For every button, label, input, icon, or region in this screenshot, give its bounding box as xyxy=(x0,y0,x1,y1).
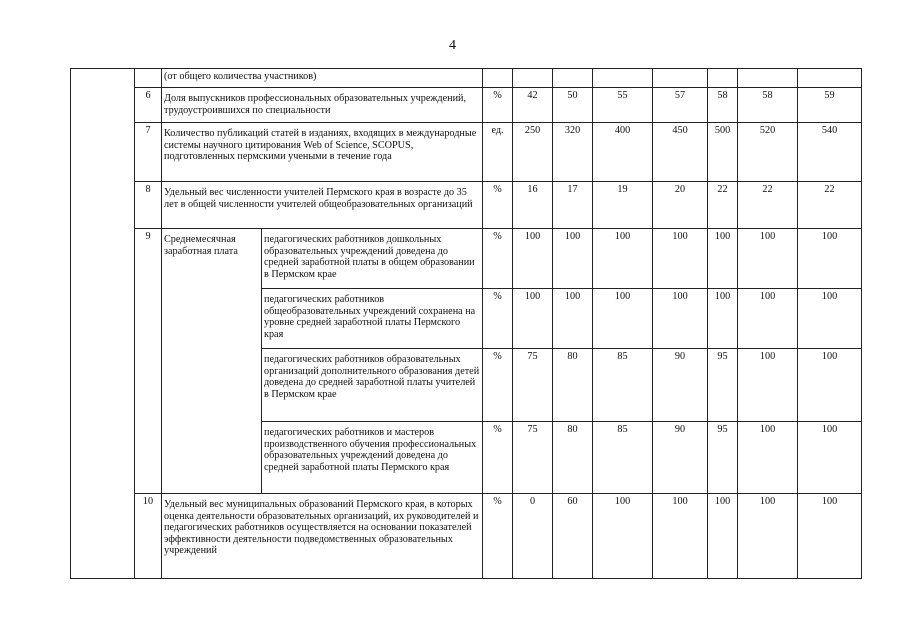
value-cell: 22 xyxy=(708,182,738,229)
value-cell: 58 xyxy=(738,88,798,123)
value-cell: 80 xyxy=(553,349,593,422)
value-cell: 100 xyxy=(653,229,708,289)
value-cell: 57 xyxy=(653,88,708,123)
unit-cell: % xyxy=(483,88,513,123)
value-cell: 90 xyxy=(653,422,708,494)
value-cell: 100 xyxy=(553,229,593,289)
row-number: 6 xyxy=(135,88,162,123)
value-cell: 0 xyxy=(513,494,553,579)
value-cell: 100 xyxy=(593,289,653,349)
value-cell: 250 xyxy=(513,123,553,182)
value-cell: 100 xyxy=(653,494,708,579)
table-row xyxy=(71,494,862,579)
value-cell: 520 xyxy=(738,123,798,182)
value-cell: 60 xyxy=(553,494,593,579)
unit-cell: % xyxy=(483,422,513,494)
value-cell: 59 xyxy=(798,88,862,123)
table-row xyxy=(71,123,862,182)
value-cell: 22 xyxy=(738,182,798,229)
value-cell: 19 xyxy=(593,182,653,229)
unit-cell: % xyxy=(483,289,513,349)
table-row xyxy=(71,88,862,123)
value-cell: 100 xyxy=(653,289,708,349)
value-cell: 100 xyxy=(798,494,862,579)
value-cell: 58 xyxy=(708,88,738,123)
value-cell: 100 xyxy=(553,289,593,349)
value-cell: 100 xyxy=(513,229,553,289)
value-cell: 16 xyxy=(513,182,553,229)
value-cell: 42 xyxy=(513,88,553,123)
value-cell: 90 xyxy=(653,349,708,422)
value-cell: 75 xyxy=(513,422,553,494)
indicators-table xyxy=(70,68,862,579)
value-cell: 100 xyxy=(593,494,653,579)
value-cell: 100 xyxy=(708,494,738,579)
row-number: 9 xyxy=(135,229,162,494)
value-cell: 400 xyxy=(593,123,653,182)
value-cell: 50 xyxy=(553,88,593,123)
row-number: 10 xyxy=(135,494,162,579)
value-cell: 500 xyxy=(708,123,738,182)
value-cell: 100 xyxy=(738,422,798,494)
value-cell: 100 xyxy=(738,289,798,349)
indicator-text: Удельный вес муниципальных образований Пермского края, в которых оценка деятельности образовательных организаций, их руководителей и педагогических работников осуществляется на основании показателей эффективности деятельности подведомственных образовательных учреждений xyxy=(162,494,483,579)
unit-cell: % xyxy=(483,182,513,229)
value-cell: 100 xyxy=(513,289,553,349)
outer-left-column xyxy=(71,69,135,579)
indicator-subtext: педагогических работников общеобразовательных учреждений сохранена на уровне средней заработной платы Пермского края xyxy=(262,289,483,349)
value-cell: 100 xyxy=(798,229,862,289)
value-cell: 540 xyxy=(798,123,862,182)
value-cell: 450 xyxy=(653,123,708,182)
indicator-text: Количество публикаций статей в изданиях, входящих в международные системы научного цитирования Web of Science, SCOPUS, подготовленных пермскими учеными в течение года xyxy=(162,123,483,182)
value-cell: 100 xyxy=(738,229,798,289)
value-cell: 320 xyxy=(553,123,593,182)
value-cell: 85 xyxy=(593,422,653,494)
table-row xyxy=(71,182,862,229)
unit-cell: % xyxy=(483,494,513,579)
row-number: 7 xyxy=(135,123,162,182)
value-cell: 95 xyxy=(708,422,738,494)
value-cell: 75 xyxy=(513,349,553,422)
value-cell: 100 xyxy=(798,422,862,494)
table-row-continuation xyxy=(71,69,862,88)
value-cell: 100 xyxy=(738,494,798,579)
indicator-text: Удельный вес численности учителей Пермского края в возрасте до 35 лет в общей численности учителей общеобразовательных организаций xyxy=(162,182,483,229)
table-row xyxy=(71,229,862,289)
value-cell: 20 xyxy=(653,182,708,229)
value-cell: 17 xyxy=(553,182,593,229)
value-cell: 55 xyxy=(593,88,653,123)
value-cell: 85 xyxy=(593,349,653,422)
value-cell: 22 xyxy=(798,182,862,229)
indicator-text: (от общего количества участников) xyxy=(162,69,483,88)
value-cell: 100 xyxy=(738,349,798,422)
row-number-cell xyxy=(135,69,162,88)
indicator-subtext: педагогических работников дошкольных образовательных учреждений доведена до средней заработной платы в общем образовании в Пермском крае xyxy=(262,229,483,289)
value-cell: 80 xyxy=(553,422,593,494)
indicator-subtext: педагогических работников образовательных организаций дополнительного образования детей доведена до средней заработной платы учителей в Пермском крае xyxy=(262,349,483,422)
unit-cell: ед. xyxy=(483,123,513,182)
value-cell: 100 xyxy=(708,229,738,289)
value-cell: 100 xyxy=(798,349,862,422)
indicator-subtext: педагогических работников и мастеров производственного обучения профессиональных образовательных учреждений доведена до средней заработной платы Пермского края xyxy=(262,422,483,494)
value-cell: 100 xyxy=(798,289,862,349)
indicator-text: Доля выпускников профессиональных образовательных учреждений, трудоустроившихся по специальности xyxy=(162,88,483,123)
indicator-group-label: Среднемесячная заработная плата xyxy=(162,229,262,494)
value-cell: 100 xyxy=(708,289,738,349)
value-cell: 100 xyxy=(593,229,653,289)
value-cell: 95 xyxy=(708,349,738,422)
unit-cell: % xyxy=(483,229,513,289)
page-number: 4 xyxy=(449,38,456,53)
unit-cell: % xyxy=(483,349,513,422)
row-number: 8 xyxy=(135,182,162,229)
